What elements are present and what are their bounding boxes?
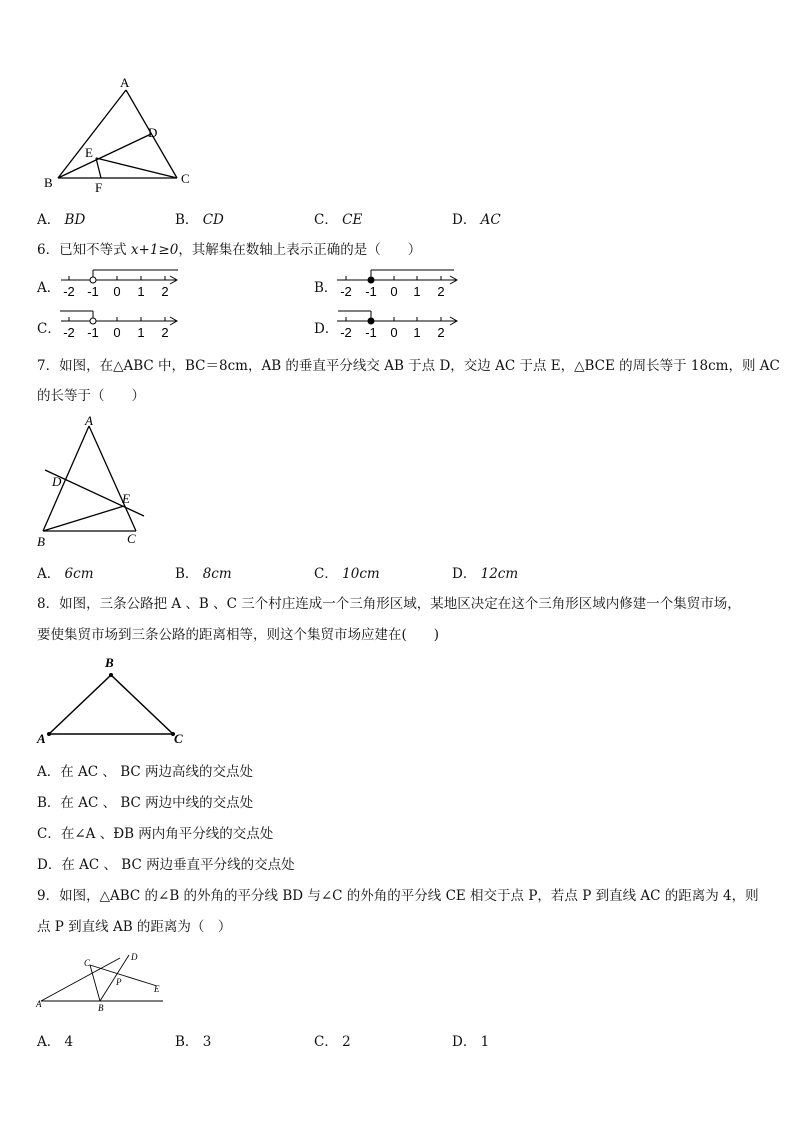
option-letter: C． [37, 826, 61, 842]
q7-label-a: A [85, 413, 93, 428]
q5-label-d: D [148, 125, 158, 140]
q9-label-b: B [98, 1003, 104, 1013]
tick-label: 1 [413, 325, 421, 340]
q9-label-a: A [36, 999, 42, 1009]
q9-option-b[interactable] [175, 1030, 211, 1050]
option-value: AC [480, 212, 501, 228]
tick-label: -2 [63, 284, 75, 299]
option-value: 3 [202, 1034, 212, 1050]
q9-label-d: D [131, 952, 138, 962]
q9-option-c[interactable] [314, 1030, 351, 1050]
tick-label: 1 [137, 284, 145, 299]
tick-label: -1 [87, 284, 99, 299]
q7-label-c: C [127, 531, 136, 546]
q6-number-line-c[interactable] [58, 309, 183, 341]
option-letter: C． [314, 1034, 338, 1050]
option-letter: D． [452, 566, 477, 582]
option-value: 1 [480, 1034, 490, 1050]
q5-option-b[interactable] [175, 208, 224, 228]
option-letter: C． [314, 566, 338, 582]
q8-triangle-figure [32, 652, 192, 748]
q7-option-a[interactable] [37, 562, 94, 582]
option-text: 在 AC 、 BC 两边高线的交点处 [60, 764, 253, 780]
q6-number-line-d[interactable] [334, 309, 464, 341]
q8-label-a: A [37, 731, 46, 746]
option-value: 8cm [202, 566, 232, 582]
option-letter: A． [37, 566, 61, 582]
q9-line-ac-extended [41, 958, 120, 1001]
option-value: 4 [64, 1034, 74, 1050]
q9-triangle-figure [33, 948, 173, 1016]
q9-label-e: E [154, 984, 160, 994]
q6-option-a-letter[interactable]: A． [37, 280, 61, 296]
open-point-icon [90, 318, 96, 324]
q7-stem-line1: 7．如图，在△ABC 中，BC＝8cm，AB 的垂直平分线交 AB 于点 D，交边 AC 于点 E，△BCE 的周长等于 18cm，则 AC [37, 358, 780, 374]
tick-label: -2 [63, 325, 75, 340]
q5-label-e: E [85, 145, 93, 160]
q8-road-ab [49, 675, 111, 734]
q8-label-b: B [105, 655, 114, 670]
q9-stem-line1: 9．如图，△ABC 的∠B 的外角的平分线 BD 与∠C 的外角的平分线 CE 相交于点 P，若点 P 到直线 AC 的距离为 4，则 [37, 888, 759, 904]
q6-number-line-b[interactable] [334, 268, 464, 300]
q7-option-c[interactable] [314, 562, 380, 582]
tick-label: -1 [87, 325, 99, 340]
q8-option-a[interactable] [37, 760, 253, 780]
q8-label-c: C [174, 731, 183, 746]
q9-label-c: C [84, 958, 91, 968]
q6-stem [37, 238, 421, 258]
option-letter: B． [175, 1034, 199, 1050]
q9-bisector-ce [90, 965, 157, 986]
closed-point-icon [368, 277, 374, 283]
tick-label: -1 [365, 325, 377, 340]
option-letter: C． [314, 212, 338, 228]
q5-segment-bd [58, 134, 151, 178]
tick-label: -2 [340, 325, 352, 340]
q6-inequality: x+1≥0 [130, 242, 179, 258]
tick-label: 1 [137, 325, 145, 340]
q7-label-d: D [52, 474, 62, 489]
q6-stem-text: 6．已知不等式 [37, 242, 131, 258]
village-point-icon [47, 732, 51, 736]
q7-option-b[interactable] [175, 562, 232, 582]
option-value: BD [64, 212, 86, 228]
village-point-icon [109, 673, 113, 677]
option-value: CD [202, 212, 224, 228]
q6-number-line-a[interactable] [58, 268, 183, 300]
tick-label: 0 [390, 325, 398, 340]
q7-label-e: E [122, 491, 130, 506]
option-letter: B． [37, 795, 61, 811]
option-value: 12cm [480, 566, 519, 582]
q8-option-b[interactable] [37, 791, 253, 811]
option-letter: B． [175, 212, 199, 228]
q7-stem-line2: 的长等于（ ） [37, 388, 145, 404]
option-text: 在 AC 、 BC 两边垂直平分线的交点处 [61, 857, 295, 873]
option-letter: A． [37, 1034, 61, 1050]
option-letter: D． [37, 857, 62, 873]
q8-option-d[interactable] [37, 853, 295, 873]
open-point-icon [90, 277, 96, 283]
q5-option-d[interactable] [452, 208, 501, 228]
tick-label: 2 [437, 284, 445, 299]
tick-label: 0 [113, 284, 121, 299]
q5-label-f: F [95, 180, 103, 194]
q7-segment-be [43, 506, 124, 531]
option-value: 2 [342, 1034, 351, 1050]
q5-side-ab [58, 90, 126, 178]
q7-triangle-figure [32, 413, 152, 551]
q9-bisector-bd [100, 955, 129, 1001]
option-value: 6cm [64, 566, 94, 582]
option-value: 10cm [342, 566, 380, 582]
option-letter: D． [452, 1034, 477, 1050]
tick-label: 2 [437, 325, 445, 340]
q8-stem-line1: 8．如图，三条公路把 A 、B 、C 三个村庄连成一个三角形区域，某地区决定在这个三角形区域内修建一个集贸市场， [37, 596, 741, 612]
q7-side-ab [43, 426, 89, 531]
q6-option-c-letter[interactable]: C． [37, 321, 61, 337]
q5-segment-ef [96, 158, 101, 178]
option-letter: A． [37, 212, 61, 228]
tick-label: -2 [340, 284, 352, 299]
option-letter: A． [37, 764, 61, 780]
q9-label-p: P [116, 977, 122, 987]
q6-option-d-letter[interactable]: D． [314, 321, 339, 337]
q7-option-d[interactable] [452, 562, 518, 582]
tick-label: -1 [365, 284, 377, 299]
tick-label: 0 [113, 325, 121, 340]
q5-option-c[interactable] [314, 208, 362, 228]
q9-stem-line2: 点 P 到直线 AB 的距离为（ ） [37, 919, 232, 935]
tick-label: 1 [413, 284, 421, 299]
q5-label-c: C [181, 171, 190, 186]
q9-option-d[interactable] [452, 1030, 489, 1050]
q8-road-bc [111, 675, 173, 734]
q9-option-a[interactable] [37, 1030, 73, 1050]
tick-label: 2 [161, 325, 169, 340]
q5-triangle-figure [40, 74, 210, 194]
option-text: 在 AC 、 BC 两边中线的交点处 [60, 795, 254, 811]
q7-label-b: B [37, 534, 45, 549]
q8-stem-line2: 要使集贸市场到三条公路的距离相等，则这个集贸市场应建在( ) [37, 627, 440, 643]
option-letter: B． [175, 566, 199, 582]
q8-option-c[interactable] [37, 822, 273, 842]
tick-label: 2 [161, 284, 169, 299]
option-letter: D． [452, 212, 477, 228]
tick-label: 0 [390, 284, 398, 299]
q5-label-a: A [120, 75, 130, 90]
q9-side-bc [90, 965, 100, 1001]
closed-point-icon [368, 318, 374, 324]
option-text: 在∠A 、ÐB 两内角平分线的交点处 [60, 826, 274, 842]
q6-stem-text: ，其解集在数轴上表示正确的是（ ） [178, 242, 422, 258]
option-value: CE [342, 212, 363, 228]
q6-option-b-letter[interactable]: B． [314, 280, 338, 296]
q5-segment-ce [96, 158, 177, 178]
q5-label-b: B [44, 175, 53, 190]
q5-option-a[interactable] [37, 208, 85, 228]
